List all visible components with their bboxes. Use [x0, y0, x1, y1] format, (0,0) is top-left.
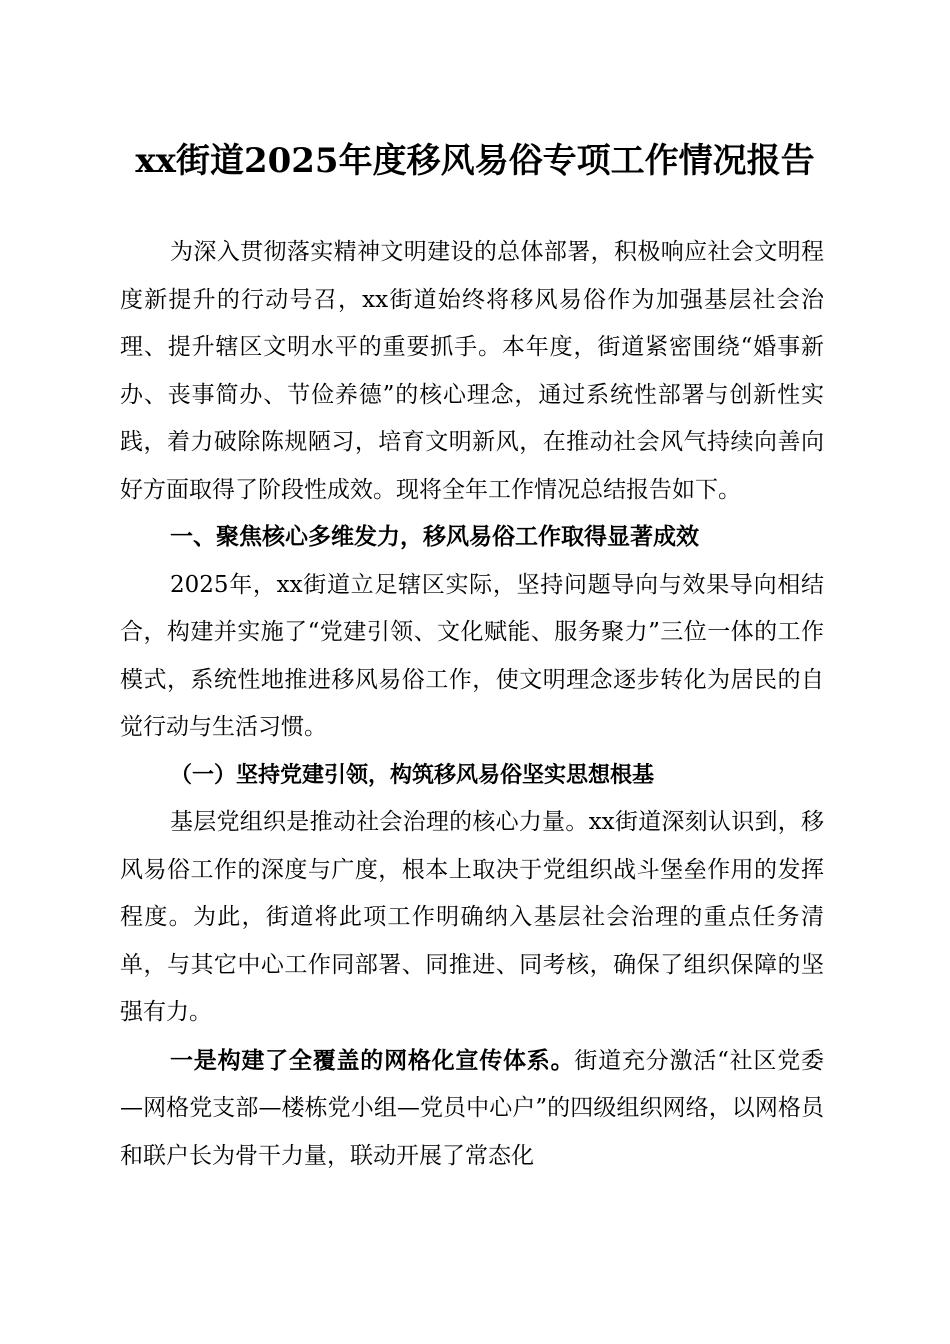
point-paragraph	[120, 1037, 824, 1181]
point-text: 街道充分激活“社区党委—网格党支部—楼栋党小组—党员中心户”的四级组织网络，以网格员和联户长为骨干力量，联动开展了常态化	[120, 1047, 824, 1169]
section-paragraph: 2025年，xx街道立足辖区实际，坚持问题导向与效果导向相结合，构建并实施了“党建引领、文化赋能、服务聚力”三位一体的工作模式，系统性地推进移风易俗工作，使文明理念逐步转化为居民的自觉行动与生活习惯。	[120, 571, 824, 740]
document-title: xx街道2025年度移风易俗专项工作情况报告	[135, 141, 815, 181]
document-body	[120, 229, 824, 1180]
point-lead: 一是构建了全覆盖的网格化宣传体系。	[170, 1046, 575, 1074]
section-heading: 一、聚焦核心多维发力，移风易俗工作取得显著成效	[170, 524, 699, 550]
subsection-heading: （一）坚持党建引领，构筑移风易俗坚实思想根基	[170, 761, 655, 788]
intro-paragraph: 为深入贯彻落实精神文明建设的总体部署，积极响应社会文明程度新提升的行动号召，xx街道始终将移风易俗作为加强基层社会治理、提升辖区文明水平的重要抓手。本年度，街道紧密围绕“婚事新办、丧事简办、节俭养德”的核心理念，通过系统性部署与创新性实践，着力破除陈规陋习，培育文明新风，在推动社会风气持续向善向好方面取得了阶段性成效。现将全年工作情况总结报告如下。	[120, 239, 824, 503]
subsection-paragraph: 基层党组织是推动社会治理的核心力量。xx街道深刻认识到，移风易俗工作的深度与广度，根本上取决于党组织战斗堡垒作用的发挥程度。为此，街道将此项工作明确纳入基层社会治理的重点任务清单，与其它中心工作同部署、同推进、同考核，确保了组织保障的坚强有力。	[120, 809, 824, 1025]
